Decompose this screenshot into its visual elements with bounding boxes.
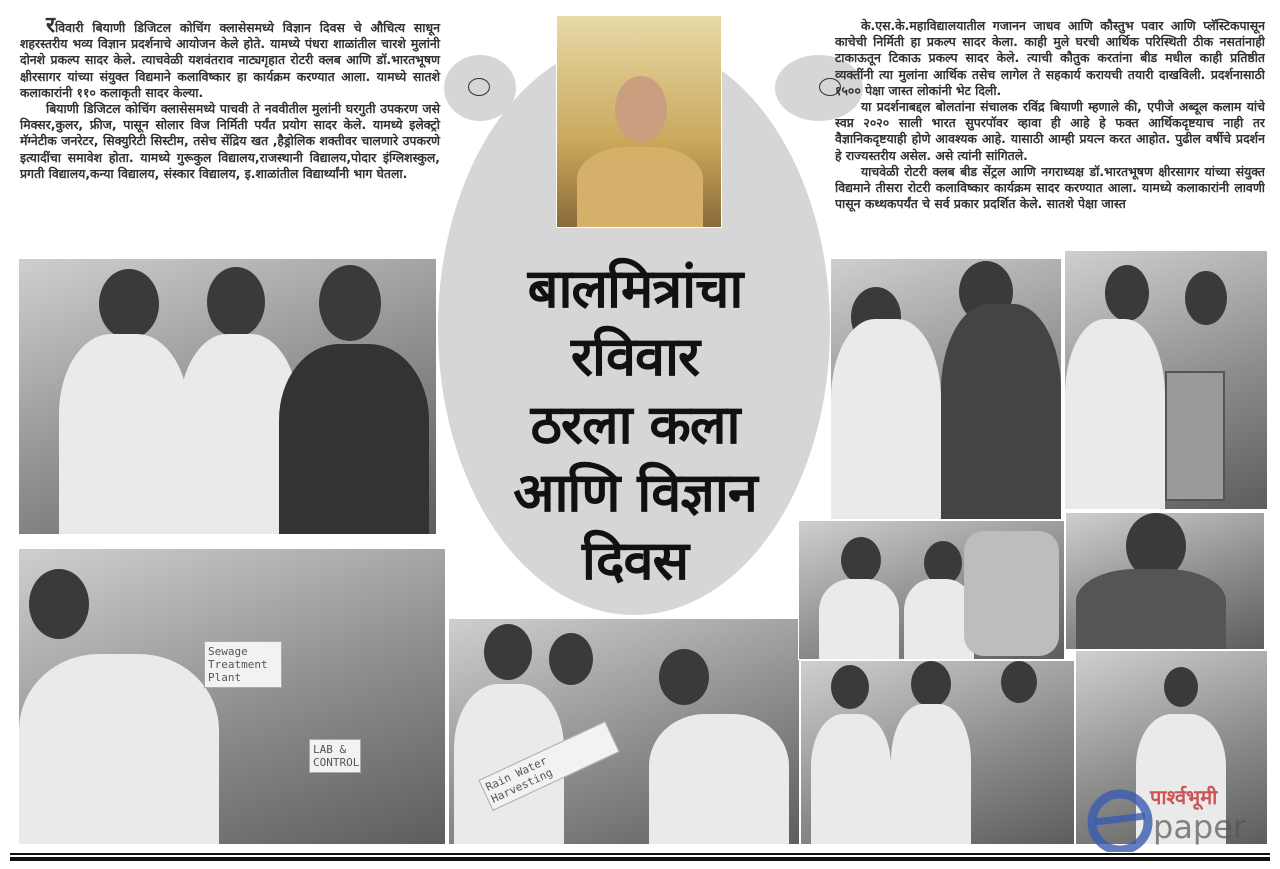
- watermark-brand: पार्श्वभूमी: [1150, 785, 1218, 809]
- photo-two-girls-model: [1064, 250, 1268, 510]
- photo-boy-working: [1065, 512, 1265, 650]
- headline: [480, 255, 790, 595]
- right-para-1: के.एस.के.महाविद्यालयातील गजानन जाधव आणि कौस्तुभ पवार आणि प्लॅस्टिकपासून काचेची निर्मिती हा प्रकल्प सादर केला. काही मुले घरची आर्थिक परिस्थिती ठीक नसतांनाही टाकाऊतून टिकाऊ प्रकल्प सादर केले. त्याची कौतुक करतांना बीड मधील काही प्रतिष्ठीत व्यक्तींनी त्या मुलांना आर्थिक तसेच लागेल ते सहकार्य करायची तयारी दाखविली. प्रदर्शनासाठी १५०० पेक्षा जास्त लोकांनी भेट दिली.: [835, 18, 1265, 98]
- watermark-suffix: paper: [1153, 808, 1247, 846]
- sewage-sign: Sewage Treatment Plant: [204, 641, 282, 688]
- photo-three-students: [18, 258, 437, 535]
- headline-line: दिवस: [581, 529, 689, 592]
- headline-line: ठरला कला: [530, 393, 740, 456]
- right-article-column: [835, 18, 1265, 260]
- left-para-2: बियाणी डिजिटल कोचिंग क्लासेसमध्ये पाचवी ते नववीतील मुलांनी घरगुती उपकरण जसे मिक्सर,कुलर, फ्रीज, पासून सोलार विज निर्मिती पर्यंत प्रयोग सादर केले. यामध्ये इलेक्ट्रो मॅग्नेटीक जनरेटर, सिक्युरिटी सिस्टीम, तसेच सेंद्रिय खत ,हैड्रोलिक शक्तीवर चालणारे उपकरणे इत्यादींचा समावेश होता. यामध्ये गुरूकुल विद्यालय,राजस्थानी विद्यालय,पोदार इंग्लिशस्कुल, प्रगती विद्यालय,कन्या विद्यालय, संस्कार विद्यालय, इ.शाळांतील विद्यार्थ्यांनी भाग घेतला.: [20, 101, 440, 181]
- photo-group-plants: [800, 660, 1075, 845]
- footer-rule-thick: [10, 857, 1270, 861]
- photo-boys-cooler: [798, 520, 1065, 660]
- headline-line: बालमित्रांचा: [527, 257, 743, 320]
- footer-rule: [10, 853, 1270, 855]
- right-para-3: याचवेळी रोटरी क्लब बीड सेंट्रल आणि नगराध्यक्ष डॉ.भारतभूषण क्षीरसागर यांच्या संयुक्त विद्यमाने तीसरा रोटरी कलाविष्कार कार्यक्रम सादर करण्यात आला. यामध्ये कलाकारांनी लावणी पासून कथ्थकपर्यंत चे सर्व प्रकार प्रदर्शित केले. सातशे पेक्षा जास्त: [835, 163, 1265, 212]
- left-small-ellipse: [444, 55, 516, 121]
- lab-control-sign: LAB & CONTROL: [309, 739, 361, 773]
- drop-cap: र: [46, 13, 55, 38]
- right-para-2: या प्रदर्शनाबद्दल बोलतांना संचालक रविंद्र बियाणी म्हणाले की, एपीजे अब्दूल कलाम यांचे स्वप्न २०२० साली भारत सुपरपॉवर व्हावा ही आहे हे फक्त आर्थिकदृष्टयाच नाही तर वैज्ञानिकदृष्टयाही होणे आवश्यक आहे. यासाठी आम्ही प्रयत्न करत आहोत. पुढील वर्षीचे प्रदर्शन हे राज्यस्तरीय असेल. असे त्यांनी सांगितले.: [835, 99, 1265, 163]
- girl-portrait-photo: [556, 15, 722, 228]
- epaper-logo-icon: [1075, 782, 1275, 852]
- epaper-watermark: [1075, 782, 1275, 852]
- photo-rain-water-project: [448, 618, 800, 845]
- headline-line: आणि विज्ञान: [513, 461, 757, 524]
- headline-line: रविवार: [570, 325, 700, 388]
- photo-sewage-project: [18, 548, 446, 845]
- left-para-1: विवारी बियाणी डिजिटल कोचिंग क्लासेसमध्ये विज्ञान दिवस चे औचित्य साधून शहरस्तरीय भव्य विज्ञान प्रदर्शनाचे आयोजन केले होते. यामध्ये पंधरा शाळांतील चारशे मुलांनी दोनशे प्रकल्प सादर केले. त्याचवेळी यशवंतराव नाट्यगृहात रोटरी क्लब आणि डॉ.भारतभूषण क्षीरसागर यांच्या संयुक्त विद्यमाने कलाविष्कार हा कार्यक्रम करण्यात आला. यामध्ये सातशे कलाकारांनी ११० कलाकृती सादर केल्या.: [20, 20, 440, 100]
- left-article-column: [20, 13, 440, 182]
- rain-water-sign: Rain Water Harvesting: [478, 721, 619, 811]
- photo-two-boys: [830, 258, 1062, 520]
